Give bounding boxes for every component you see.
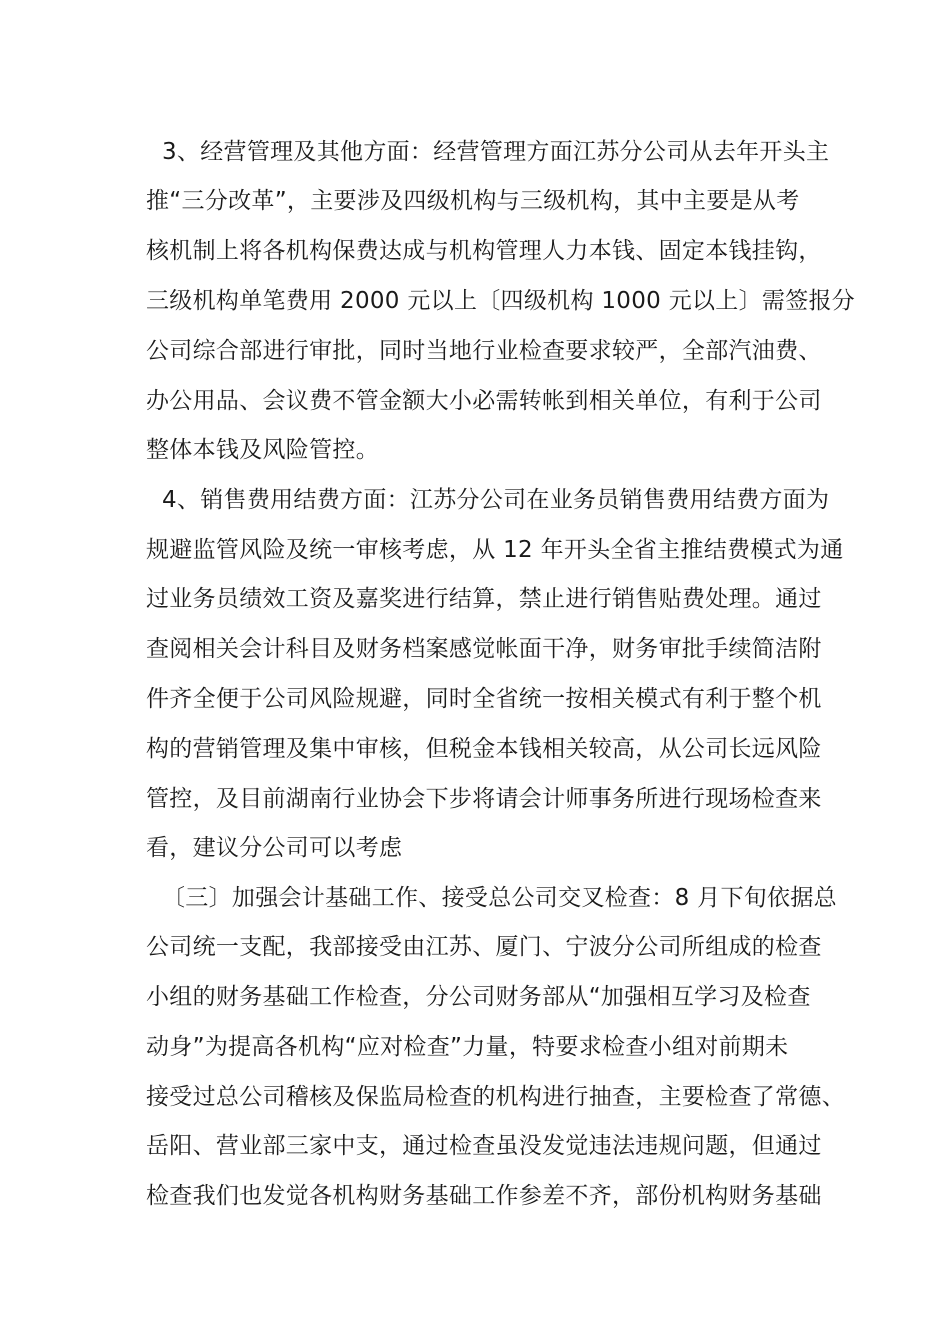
paragraph-line: 办公用品、会议费不管金额大小必需转帐到相关单位，有利于公司 <box>146 388 822 414</box>
paragraph-line: 公司综合部进行审批，同时当地行业检查要求较严，全部汽油费、 <box>146 338 822 364</box>
paragraph-line: 动身”为提高各机构“应对检查”力量，特要求检查小组对前期未 <box>146 1034 789 1060</box>
paragraph-line: 看，建议分公司可以考虑 <box>146 835 403 861</box>
paragraph-line: 接受过总公司稽核及保监局检查的机构进行抽查，主要检查了常德、 <box>146 1084 845 1110</box>
paragraph-line: 推“三分改革”，主要涉及四级机构与三级机构，其中主要是从考 <box>146 188 800 214</box>
paragraph-line: 核机制上将各机构保费达成与机构管理人力本钱、固定本钱挂钩， <box>146 238 822 264</box>
paragraph-line: 〔三〕加强会计基础工作、接受总公司交叉检查：8 月下旬依据总 <box>162 885 837 911</box>
paragraph-line: 整体本钱及风险管控。 <box>146 437 379 463</box>
paragraph-line: 小组的财务基础工作检查，分公司财务部从“加强相互学习及检查 <box>146 984 811 1010</box>
paragraph-line: 管控，及目前湖南行业协会下步将请会计师事务所进行现场检查来 <box>146 786 822 812</box>
paragraph-line: 4、销售费用结费方面：江苏分公司在业务员销售费用结费方面为 <box>162 487 830 513</box>
paragraph-line: 规避监管风险及统一审核考虑，从 12 年开头全省主推结费模式为通 <box>146 537 844 563</box>
paragraph-line: 构的营销管理及集中审核，但税金本钱相关较高，从公司长远风险 <box>146 736 822 762</box>
paragraph-line: 公司统一支配，我部接受由江苏、厦门、宁波分公司所组成的检查 <box>146 934 822 960</box>
paragraph-line: 检查我们也发觉各机构财务基础工作参差不齐，部份机构财务基础 <box>146 1183 822 1209</box>
paragraph-line: 查阅相关会计科目及财务档案感觉帐面干净，财务审批手续简洁附 <box>146 636 822 662</box>
paragraph-line: 过业务员绩效工资及嘉奖进行结算，禁止进行销售贴费处理。通过 <box>146 586 822 612</box>
paragraph-line: 件齐全便于公司风险规避，同时全省统一按相关模式有利于整个机 <box>146 686 822 712</box>
paragraph-line: 三级机构单笔费用 2000 元以上〔四级机构 1000 元以上〕需签报分 <box>146 288 856 314</box>
paragraph-line: 岳阳、营业部三家中支，通过检查虽没发觉违法违规问题，但通过 <box>146 1133 822 1159</box>
paragraph-line: 3、经营管理及其他方面：经营管理方面江苏分公司从去年开头主 <box>162 139 830 165</box>
